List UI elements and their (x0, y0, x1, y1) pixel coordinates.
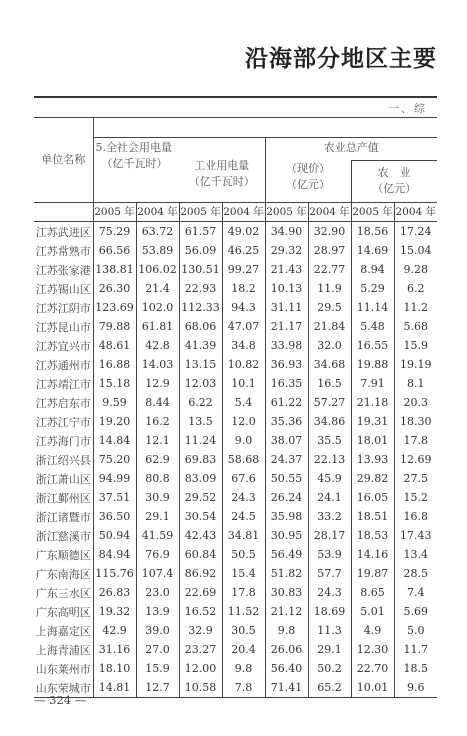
farming-unit: （亿元） (372, 182, 417, 195)
table-cell: 32.0 (308, 336, 351, 355)
row-label-text: 单位名称 (41, 153, 86, 166)
table-cell: 19.88 (351, 355, 394, 374)
table-cell: 16.52 (179, 602, 222, 621)
table-cell: 21.17 (265, 317, 308, 336)
table-row (34, 241, 437, 260)
table-cell: 15.04 (394, 241, 437, 260)
table-cell: 18.53 (351, 526, 394, 545)
table-cell: 106.02 (136, 260, 179, 279)
table-cell: 79.88 (93, 317, 136, 336)
table-cell: 30.9 (136, 488, 179, 507)
farming-title: 农 业 (377, 166, 411, 179)
row-name: 浙江萧山区 (35, 472, 91, 486)
table-cell: 5.0 (394, 621, 437, 640)
table-cell: 13.5 (179, 412, 222, 431)
year-header: 2005 年 (351, 203, 394, 222)
table-cell: 48.61 (93, 336, 136, 355)
table-row (34, 374, 437, 393)
table-row (34, 545, 437, 564)
table-cell: 68.06 (179, 317, 222, 336)
table-row (34, 279, 437, 298)
top-rule (34, 96, 437, 98)
table-cell: 63.72 (136, 222, 179, 242)
row-name: 江苏昆山市 (35, 320, 91, 334)
table-cell: 14.03 (136, 355, 179, 374)
table-cell: 49.02 (222, 222, 265, 242)
farming-header (351, 161, 437, 203)
table-cell: 46.25 (222, 241, 265, 260)
table-row (34, 488, 437, 507)
table-cell: 9.28 (394, 260, 437, 279)
table-cell: 67.6 (222, 469, 265, 488)
table-cell: 14.16 (351, 545, 394, 564)
table-cell: 18.30 (394, 412, 437, 431)
page-number: — 324 — (34, 693, 87, 707)
page-title: 沿海部分地区主要 (245, 46, 437, 72)
table-cell: 34.81 (222, 526, 265, 545)
row-name: 山东荣城市 (34, 678, 93, 698)
table-cell: 5.01 (351, 602, 394, 621)
row-name: 江苏海门市 (35, 434, 91, 448)
table-cell: 16.35 (265, 374, 308, 393)
table-cell: 69.83 (179, 450, 222, 469)
table-cell: 16.05 (351, 488, 394, 507)
table-cell: 16.5 (308, 374, 351, 393)
table-cell: 130.51 (179, 260, 222, 279)
table-cell: 53.89 (136, 241, 179, 260)
table-cell: 80.8 (136, 469, 179, 488)
table-cell: 22.93 (179, 279, 222, 298)
table-cell: 17.8 (222, 583, 265, 602)
table-cell: 57.27 (308, 393, 351, 412)
table-cell: 8.44 (136, 393, 179, 412)
table-cell: 19.31 (351, 412, 394, 431)
table-cell: 19.20 (93, 412, 136, 431)
table-body (34, 222, 437, 698)
table-cell: 50.55 (265, 469, 308, 488)
table-cell: 102.0 (136, 298, 179, 317)
year-header: 2005 年 (179, 203, 222, 222)
table-cell: 24.3 (308, 583, 351, 602)
table-row (34, 393, 437, 412)
table-cell: 10.1 (222, 374, 265, 393)
table-cell: 42.8 (136, 336, 179, 355)
table-row (34, 602, 437, 621)
table-cell: 16.8 (394, 507, 437, 526)
table-cell: 5.4 (222, 393, 265, 412)
table-cell: 123.69 (93, 298, 136, 317)
table-cell: 41.59 (136, 526, 179, 545)
table-row (34, 260, 437, 279)
table-cell: 12.03 (179, 374, 222, 393)
table-cell: 58.68 (222, 450, 265, 469)
table-row (34, 640, 437, 659)
table-cell: 107.4 (136, 564, 179, 583)
table-cell: 35.36 (265, 412, 308, 431)
row-name: 江苏锡山区 (35, 282, 91, 296)
electricity-header (93, 138, 179, 203)
table-cell: 9.8 (222, 659, 265, 678)
table-cell: 14.81 (93, 678, 136, 698)
table-row (34, 355, 437, 374)
table-cell: 26.83 (93, 583, 136, 602)
table-cell: 84.94 (93, 545, 136, 564)
agri-output-title: 农业总产值 (323, 141, 379, 154)
table-cell: 94.3 (222, 298, 265, 317)
table-cell: 28.5 (394, 564, 437, 583)
table-cell: 115.76 (93, 564, 136, 583)
table-cell: 5.69 (394, 602, 437, 621)
table-cell: 75.29 (93, 222, 136, 242)
table-cell: 83.09 (179, 469, 222, 488)
table-cell: 12.00 (179, 659, 222, 678)
row-name: 浙江绍兴县 (35, 453, 91, 467)
table-cell: 56.40 (265, 659, 308, 678)
table-cell: 24.37 (265, 450, 308, 469)
table-cell: 15.4 (222, 564, 265, 583)
table-cell: 18.10 (93, 659, 136, 678)
year-header: 2005 年 (265, 203, 308, 222)
table-cell: 15.9 (394, 336, 437, 355)
year-header: 2004 年 (136, 203, 179, 222)
table-cell: 19.32 (93, 602, 136, 621)
row-name: 浙江慈溪市 (35, 529, 91, 543)
table-cell: 13.4 (394, 545, 437, 564)
table-cell: 21.18 (351, 393, 394, 412)
table-cell: 22.70 (351, 659, 394, 678)
table-cell: 57.7 (308, 564, 351, 583)
year-header: 2004 年 (222, 203, 265, 222)
table-cell: 39.0 (136, 621, 179, 640)
agri-output-unit: （亿元） (286, 177, 330, 191)
table-cell: 20.3 (394, 393, 437, 412)
table-cell: 31.16 (93, 640, 136, 659)
row-name: 江苏江宁市 (35, 415, 91, 429)
table-cell: 18.69 (308, 602, 351, 621)
table-cell: 33.2 (308, 507, 351, 526)
table-cell: 22.77 (308, 260, 351, 279)
table-row (34, 526, 437, 545)
table-cell: 9.0 (222, 431, 265, 450)
table-cell: 11.24 (179, 431, 222, 450)
agri-output-header (265, 138, 437, 161)
table-cell: 13.9 (136, 602, 179, 621)
row-name: 江苏通州市 (35, 358, 91, 372)
table-cell: 32.90 (308, 222, 351, 242)
row-name: 江苏张家港 (35, 263, 91, 277)
table-cell: 22.69 (179, 583, 222, 602)
table-cell: 12.69 (394, 450, 437, 469)
table-cell: 20.4 (222, 640, 265, 659)
table-row (34, 621, 437, 640)
table-cell: 16.2 (136, 412, 179, 431)
table-cell: 14.69 (351, 241, 394, 260)
industrial-title: 工业用电量 (194, 159, 250, 172)
table-cell: 12.0 (222, 412, 265, 431)
table-cell: 27.5 (394, 469, 437, 488)
year-header: 2004 年 (308, 203, 351, 222)
table-cell: 9.8 (265, 621, 308, 640)
table-cell: 34.68 (308, 355, 351, 374)
table-cell: 15.9 (136, 659, 179, 678)
table-cell: 5.68 (394, 317, 437, 336)
table-cell: 13.93 (351, 450, 394, 469)
row-name: 上海嘉定区 (35, 624, 91, 638)
statistics-table (34, 117, 437, 698)
table-cell: 31.11 (265, 298, 308, 317)
table-cell: 30.5 (222, 621, 265, 640)
table-cell: 60.84 (179, 545, 222, 564)
table-row (34, 659, 437, 678)
table-cell: 16.88 (93, 355, 136, 374)
table-cell: 11.9 (308, 279, 351, 298)
table-cell: 7.4 (394, 583, 437, 602)
table-cell: 9.6 (394, 678, 437, 698)
table-cell: 30.83 (265, 583, 308, 602)
row-name: 江苏武进区 (35, 225, 91, 239)
table-cell: 24.5 (222, 507, 265, 526)
table-cell: 75.20 (93, 450, 136, 469)
table-cell: 47.07 (222, 317, 265, 336)
table-cell: 23.0 (136, 583, 179, 602)
table-cell: 61.22 (265, 393, 308, 412)
table-cell: 12.30 (351, 640, 394, 659)
table-cell: 29.52 (179, 488, 222, 507)
row-label-header (34, 118, 93, 203)
table-cell: 66.56 (93, 241, 136, 260)
row-name: 广东南海区 (35, 567, 91, 581)
table-row (34, 298, 437, 317)
table-cell: 15.18 (93, 374, 136, 393)
table-cell: 10.82 (222, 355, 265, 374)
table-cell: 65.2 (308, 678, 351, 698)
agri-output-price: （现价） (286, 161, 330, 175)
table-cell: 94.99 (93, 469, 136, 488)
table-cell: 56.09 (179, 241, 222, 260)
table-cell: 5.48 (351, 317, 394, 336)
table-cell: 29.1 (308, 640, 351, 659)
table-row (34, 336, 437, 355)
table-cell: 27.0 (136, 640, 179, 659)
table-cell: 28.17 (308, 526, 351, 545)
table-cell: 33.98 (265, 336, 308, 355)
table-row (34, 431, 437, 450)
table-cell: 15.2 (394, 488, 437, 507)
table-cell: 50.94 (93, 526, 136, 545)
row-name: 江苏宜兴市 (35, 339, 91, 353)
table-cell: 10.58 (179, 678, 222, 698)
table-cell: 18.56 (351, 222, 394, 242)
table-cell: 35.5 (308, 431, 351, 450)
table-cell: 99.27 (222, 260, 265, 279)
table-cell: 18.5 (394, 659, 437, 678)
table-row (34, 450, 437, 469)
row-name: 浙江鄞州区 (35, 491, 91, 505)
table-cell: 11.3 (308, 621, 351, 640)
row-name: 江苏靖江市 (35, 377, 91, 391)
table-cell: 36.93 (265, 355, 308, 374)
table-cell: 4.9 (351, 621, 394, 640)
row-name: 广东三水区 (35, 586, 91, 600)
row-name: 山东莱州市 (35, 662, 91, 676)
row-name: 江苏江阴市 (35, 301, 91, 315)
year-header: 2005 年 (93, 203, 136, 222)
table-cell: 24.3 (222, 488, 265, 507)
table-cell: 30.95 (265, 526, 308, 545)
table-cell: 21.12 (265, 602, 308, 621)
table-cell: 62.9 (136, 450, 179, 469)
table-cell: 7.8 (222, 678, 265, 698)
table-cell: 5.29 (351, 279, 394, 298)
table-cell: 6.2 (394, 279, 437, 298)
table-row (34, 507, 437, 526)
table-cell: 21.4 (136, 279, 179, 298)
table-cell: 138.81 (93, 260, 136, 279)
table-cell: 12.7 (136, 678, 179, 698)
table-cell: 12.9 (136, 374, 179, 393)
table-cell: 29.82 (351, 469, 394, 488)
industrial-header (179, 138, 265, 203)
table-cell: 34.90 (265, 222, 308, 242)
table-cell: 50.2 (308, 659, 351, 678)
table-cell: 42.9 (93, 621, 136, 640)
table-row (34, 583, 437, 602)
table-cell: 34.86 (308, 412, 351, 431)
table-cell: 10.01 (351, 678, 394, 698)
table-row (34, 469, 437, 488)
table-row (34, 412, 437, 431)
table-cell: 26.06 (265, 640, 308, 659)
table-cell: 41.39 (179, 336, 222, 355)
section-label: 一、综 (388, 102, 427, 115)
table-cell: 76.9 (136, 545, 179, 564)
table-cell: 36.50 (93, 507, 136, 526)
row-name: 上海青浦区 (35, 643, 91, 657)
table-cell: 42.43 (179, 526, 222, 545)
table-cell: 13.15 (179, 355, 222, 374)
table-cell: 51.82 (265, 564, 308, 583)
electricity-unit: （亿千瓦时） (101, 157, 168, 170)
row-name: 广东顺德区 (35, 548, 91, 562)
table-cell: 21.43 (265, 260, 308, 279)
table-cell: 10.13 (265, 279, 308, 298)
row-name: 广东高明区 (35, 605, 91, 619)
table-cell: 56.49 (265, 545, 308, 564)
row-name: 浙江诸暨市 (35, 510, 91, 524)
table-cell: 29.32 (265, 241, 308, 260)
table-cell: 45.9 (308, 469, 351, 488)
table-cell: 11.2 (394, 298, 437, 317)
table-cell: 8.65 (351, 583, 394, 602)
table-cell: 7.91 (351, 374, 394, 393)
table-row (34, 678, 437, 698)
table-cell: 12.1 (136, 431, 179, 450)
table-cell: 50.5 (222, 545, 265, 564)
year-header-spacer (34, 203, 93, 222)
table-cell: 17.8 (394, 431, 437, 450)
table-cell: 8.1 (394, 374, 437, 393)
table-cell: 19.87 (351, 564, 394, 583)
table-cell: 26.30 (93, 279, 136, 298)
table-cell: 34.8 (222, 336, 265, 355)
table-cell: 14.84 (93, 431, 136, 450)
table-cell: 29.5 (308, 298, 351, 317)
table-cell: 9.59 (93, 393, 136, 412)
table-cell: 26.24 (265, 488, 308, 507)
table-cell: 6.22 (179, 393, 222, 412)
table-cell: 18.01 (351, 431, 394, 450)
table-row (34, 317, 437, 336)
table-row (34, 564, 437, 583)
table-cell: 16.55 (351, 336, 394, 355)
table-cell: 53.9 (308, 545, 351, 564)
table-cell: 32.9 (179, 621, 222, 640)
section-band (93, 118, 437, 138)
table-cell: 61.57 (179, 222, 222, 242)
table-cell: 18.51 (351, 507, 394, 526)
table-cell: 22.13 (308, 450, 351, 469)
table-cell: 17.24 (394, 222, 437, 242)
table-cell: 23.27 (179, 640, 222, 659)
electricity-title: 5.全社会用电量 (95, 141, 172, 154)
table-cell: 29.1 (136, 507, 179, 526)
table-cell: 11.7 (394, 640, 437, 659)
table-cell: 86.92 (179, 564, 222, 583)
table-cell: 35.98 (265, 507, 308, 526)
table-cell: 8.94 (351, 260, 394, 279)
table-cell: 11.52 (222, 602, 265, 621)
industrial-unit: （亿千瓦时） (188, 175, 255, 188)
row-name: 江苏常熟市 (35, 244, 91, 258)
table-cell: 21.84 (308, 317, 351, 336)
table-cell: 71.41 (265, 678, 308, 698)
table-cell: 17.43 (394, 526, 437, 545)
table-cell: 28.97 (308, 241, 351, 260)
table-cell: 61.81 (136, 317, 179, 336)
table-cell: 18.2 (222, 279, 265, 298)
table-row (34, 222, 437, 242)
table-cell: 19.19 (394, 355, 437, 374)
table-cell: 37.51 (93, 488, 136, 507)
row-name: 江苏启东市 (35, 396, 91, 410)
agri-output-sub (265, 161, 351, 203)
table-cell: 30.54 (179, 507, 222, 526)
table-cell: 112.33 (179, 298, 222, 317)
table-cell: 24.1 (308, 488, 351, 507)
year-header: 2004 年 (394, 203, 437, 222)
table-cell: 11.14 (351, 298, 394, 317)
table-cell: 38.07 (265, 431, 308, 450)
